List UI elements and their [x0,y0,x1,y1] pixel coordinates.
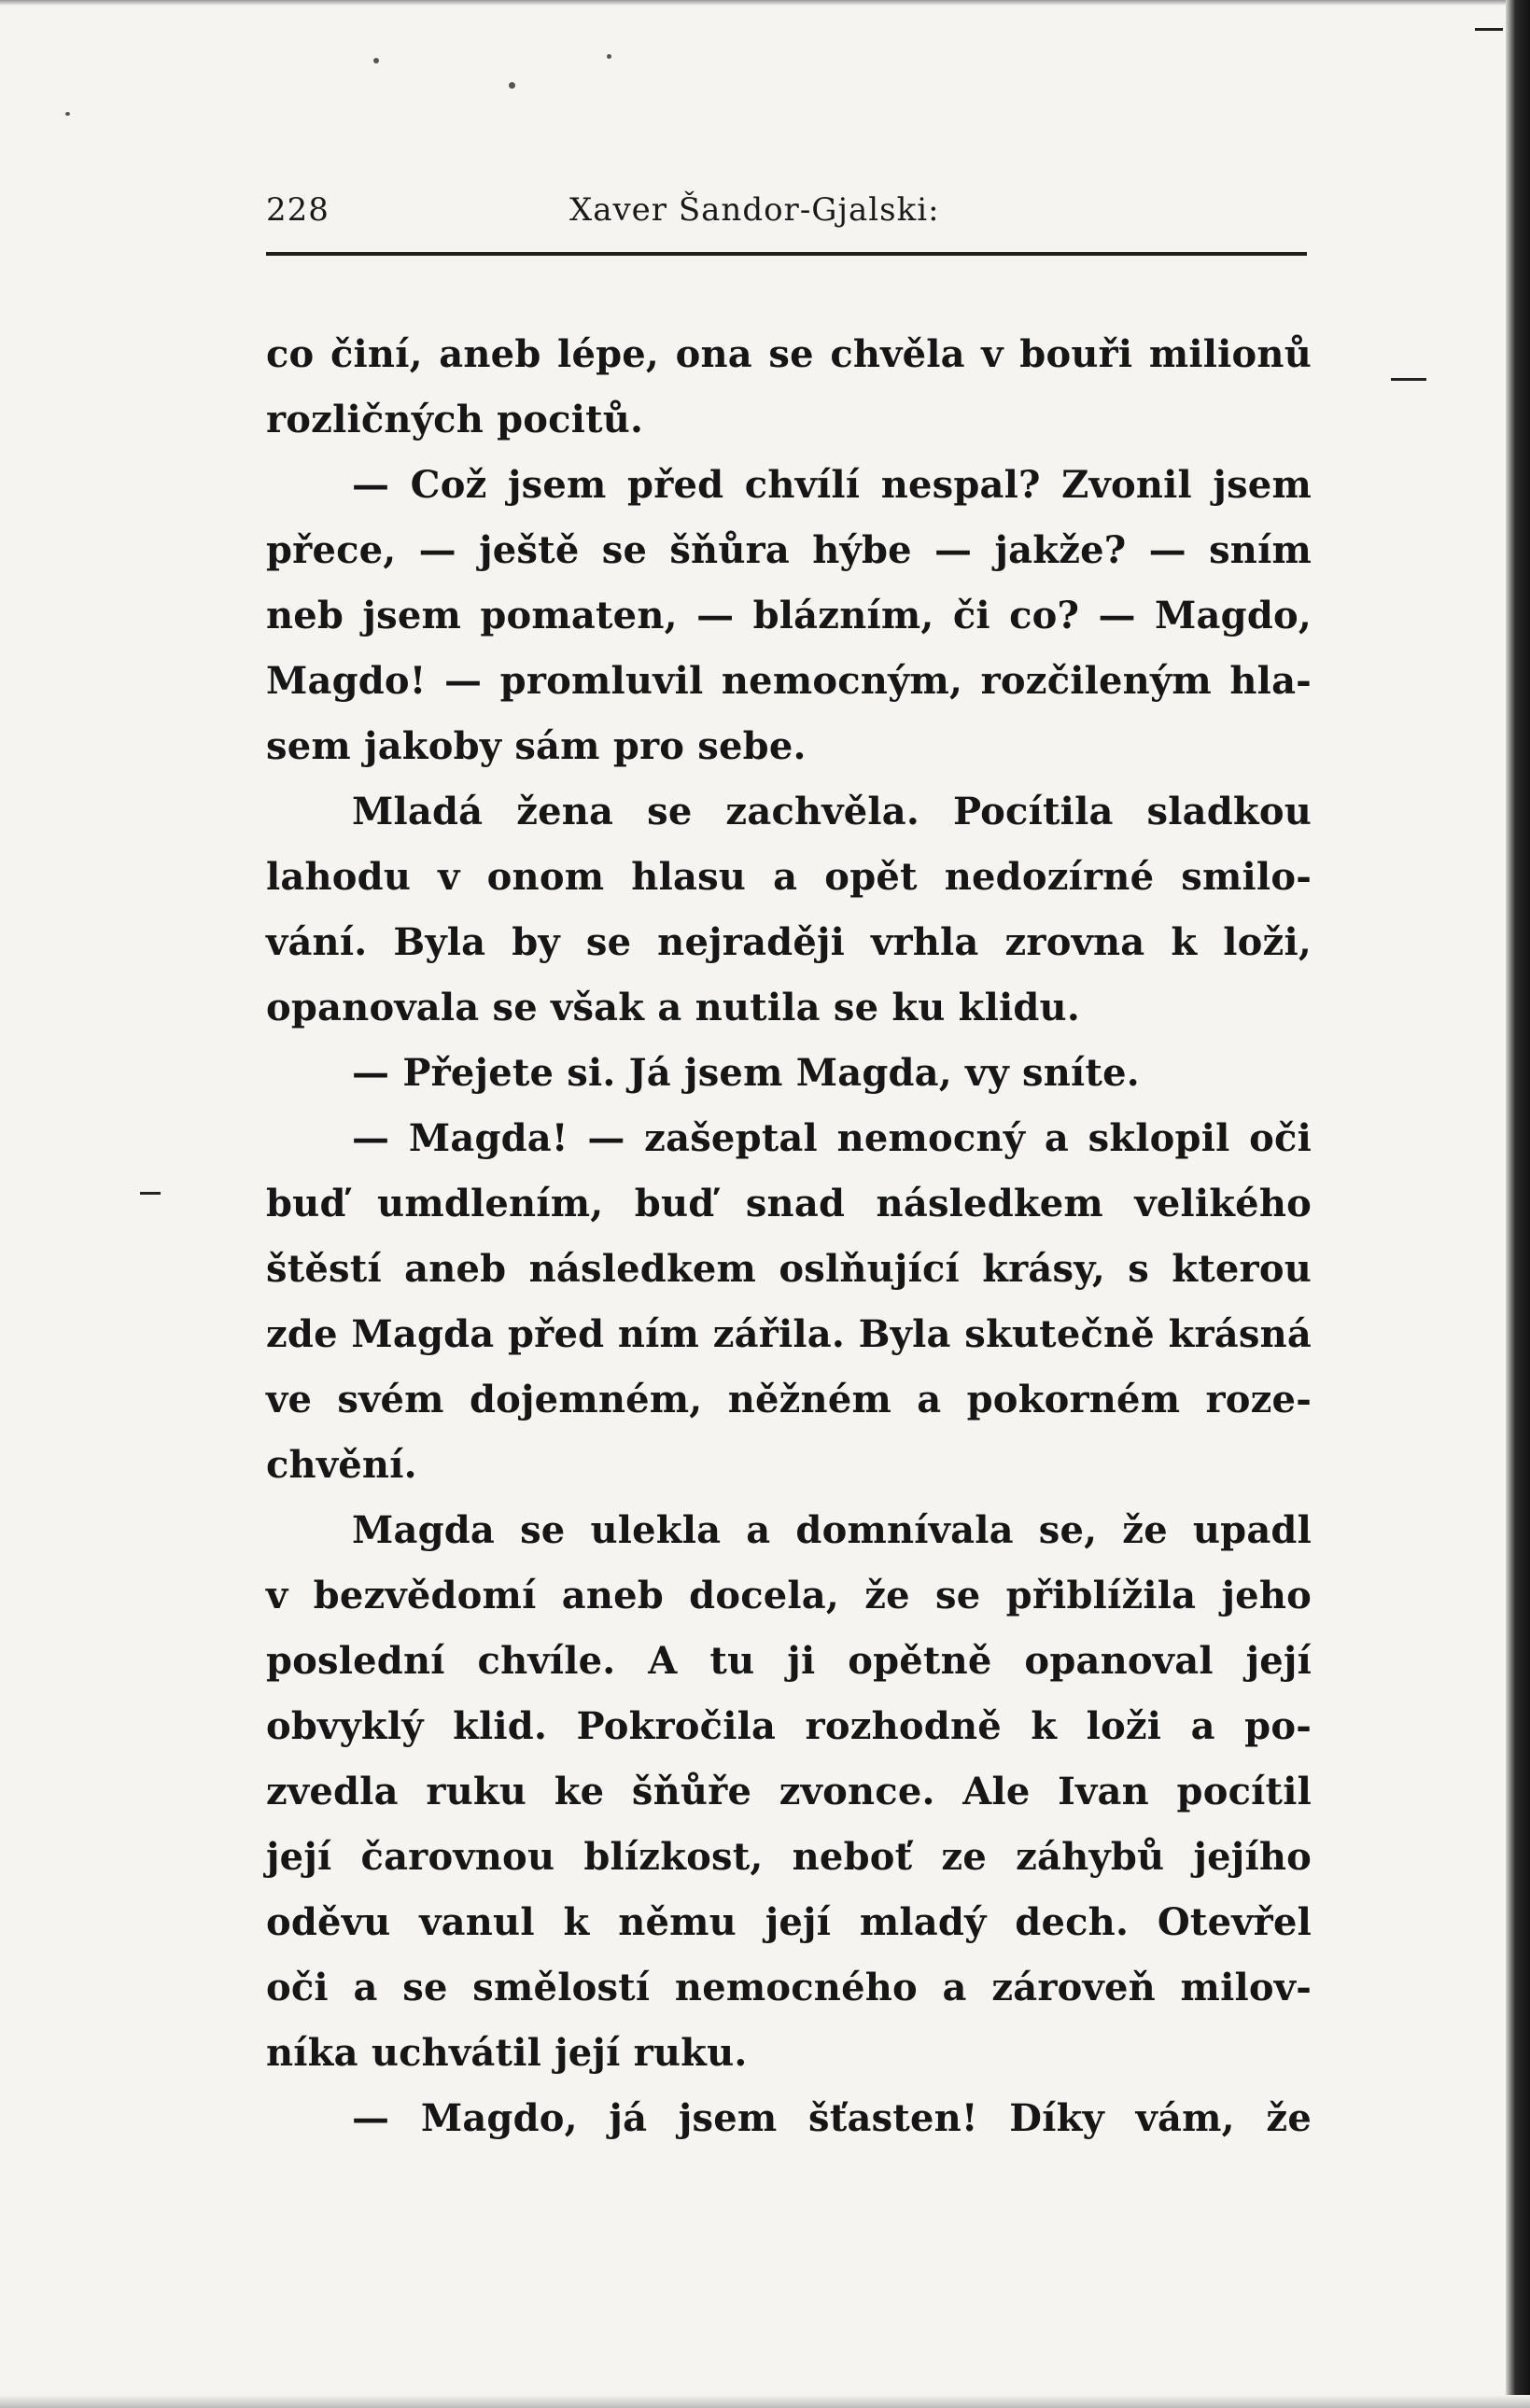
text-line: sem jakoby sám pro sebe. [266,724,807,768]
scan-margin-mark [1391,378,1426,381]
text-line: — Což jsem před chvílí nespal? Zvonil jsem [352,463,1312,507]
text-line: oděvu vanul k němu její mladý dech. Otevřel [266,1900,1312,1944]
scan-top-edge [0,0,1530,6]
text-line: přece, — ještě se šňůra hýbe — jakže? — sním [266,528,1312,572]
scan-speck [607,54,611,59]
text-line: její čarovnou blízkost, neboť ze záhybů jejího [266,1835,1312,1879]
text-line: obvyklý klid. Pokročila rozhodně k loži a po- [266,1704,1312,1748]
text-line: rozličných pocitů. [266,398,644,441]
text-line: v bezvědomí aneb docela, že se přiblížila jeho [266,1574,1312,1617]
scan-speck [65,112,70,116]
text-line: chvění. [266,1443,417,1487]
text-line: Magda se ulekla a domnívala se, že upadl [352,1508,1312,1552]
text-line: neb jsem pomaten, — blázním, či co? — Magdo, [266,594,1312,637]
text-line: — Přejete si. Já jsem Magda, vy sníte. [352,1051,1140,1095]
text-line: Magdo! — promluvil nemocným, rozčileným hla- [266,659,1312,703]
text-line: buď umdlením, buď snad následkem velikého [266,1182,1312,1225]
text-line: — Magdo, já jsem šťasten! Díky vám, že [352,2096,1312,2140]
page-header [266,191,1307,242]
text-line: ve svém dojemném, něžném a pokorném roze- [266,1378,1312,1421]
scan-right-edge [1506,0,1530,2408]
scan-margin-mark [1475,28,1503,31]
text-line: — Magda! — zašeptal nemocný a sklopil oči [352,1116,1312,1160]
page-number: 228 [266,191,330,229]
text-line: vání. Byla by se nejraději vrhla zrovna k loži, [266,920,1312,964]
text-line: zde Magda před ním zářila. Byla skutečně krásná [266,1312,1312,1356]
header-rule [266,252,1307,256]
scan-bottom-edge [0,2395,1530,2408]
text-line: zvedla ruku ke šňůře zvonce. Ale Ivan pocítil [266,1770,1312,1813]
scan-margin-mark [140,1192,161,1195]
scan-speck [373,58,379,63]
text-line: štěstí aneb následkem oslňující krásy, s kterou [266,1247,1312,1291]
text-line: lahodu v onom hlasu a opět nedozírné smilo- [266,855,1312,899]
body-text [266,322,1312,2151]
running-title: Xaver Šandor-Gjalski: [569,191,940,229]
text-line: opanovala se však a nutila se ku klidu. [266,986,1080,1029]
text-line: níka uchvátil její ruku. [266,2031,748,2075]
text-line: oči a se smělostí nemocného a zároveň milov- [266,1966,1312,2009]
scan-speck [509,82,515,89]
text-line: poslední chvíle. A tu ji opětně opanoval její [266,1639,1312,1683]
text-line: co činí, aneb lépe, ona se chvěla v bouři milionů [266,332,1312,376]
text-line: Mladá žena se zachvěla. Pocítila sladkou [352,790,1312,833]
